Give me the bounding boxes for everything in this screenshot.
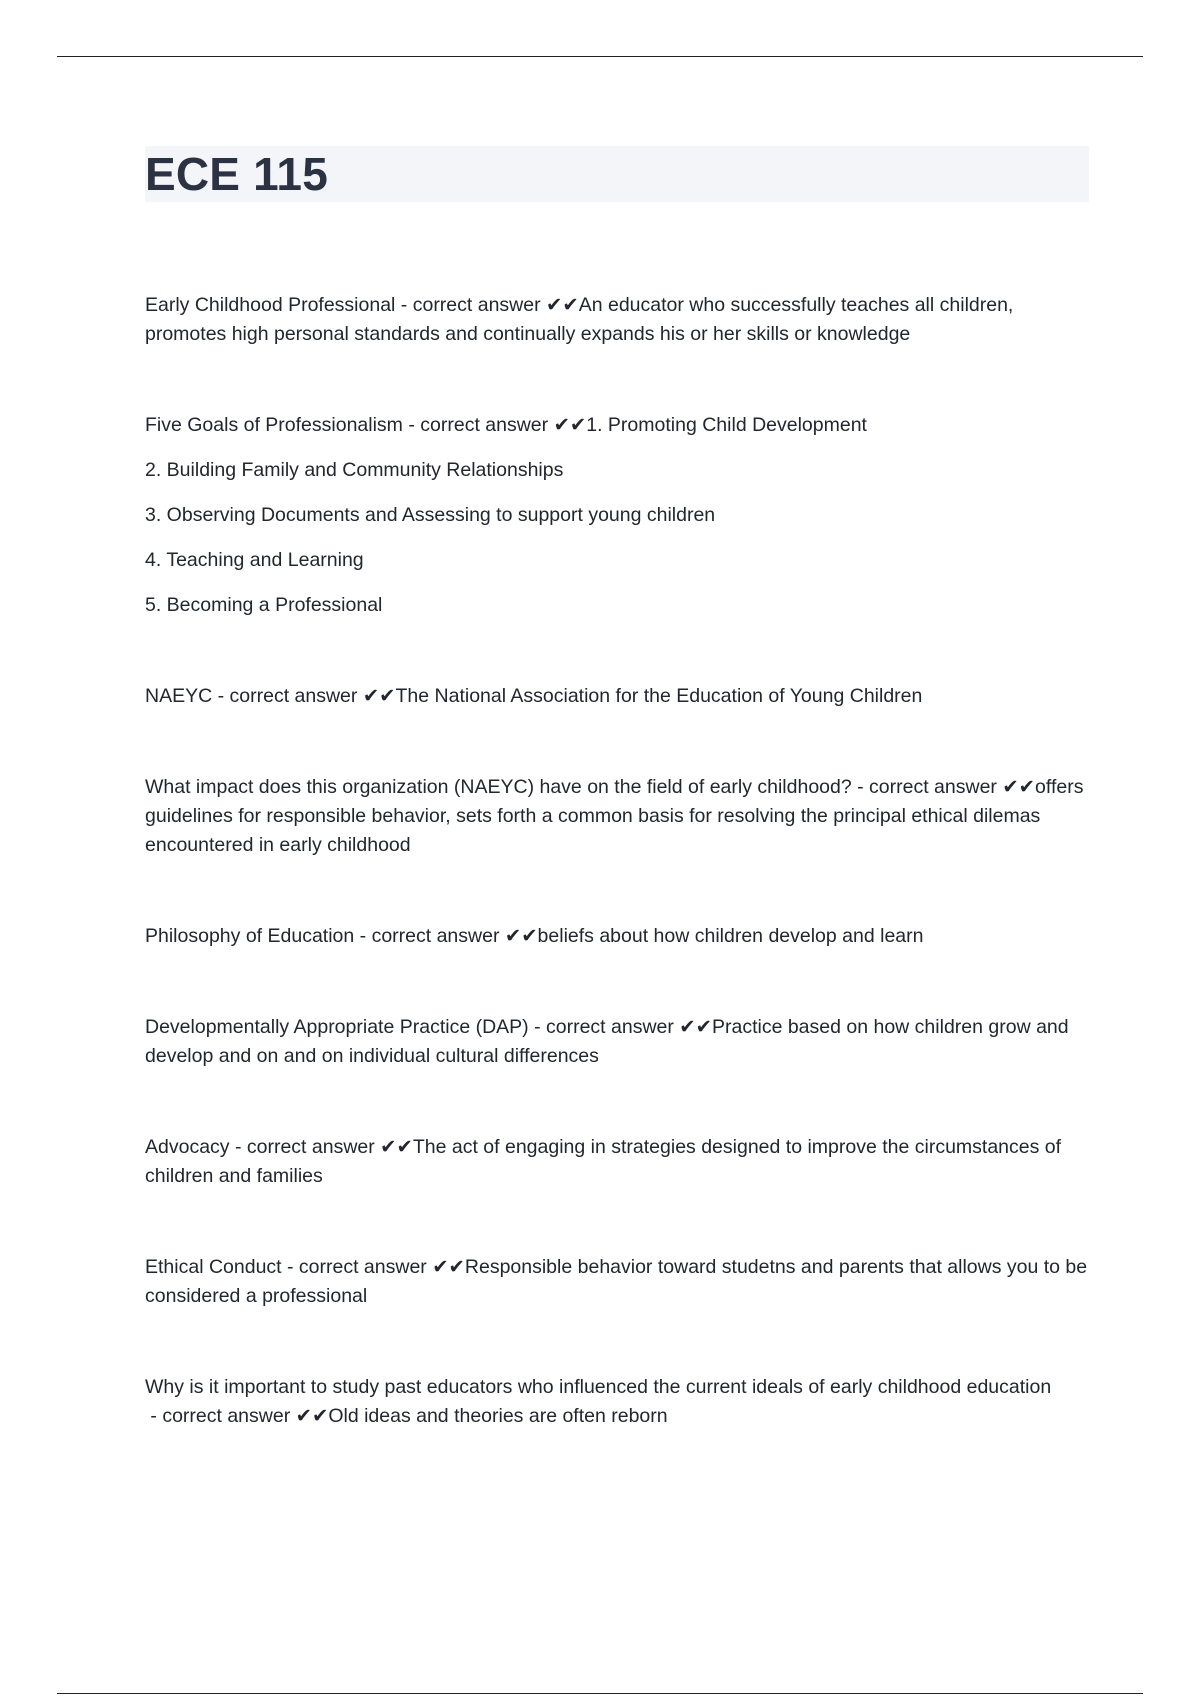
flashcard-text xyxy=(145,1013,1089,1071)
check-icon: ✔✔ xyxy=(380,1136,413,1158)
answer: beliefs about how children develop and learn xyxy=(537,925,924,947)
answer-line: 2. Building Family and Community Relationships xyxy=(145,459,564,481)
separator: - correct answer xyxy=(229,1136,381,1158)
flashcard-text xyxy=(145,1253,1089,1311)
flashcard-text xyxy=(145,922,1089,951)
flashcard-9 xyxy=(145,1373,1089,1431)
answer: Practice based on how children grow and develop and on and on individual cultural differences xyxy=(145,1016,1069,1067)
flashcard-list xyxy=(145,291,1089,1431)
check-icon: ✔✔ xyxy=(432,1256,465,1278)
term: Why is it important to study past educators who influenced the current ideals of early childhood education xyxy=(145,1376,1052,1398)
flashcard-5 xyxy=(145,922,1089,951)
answer-line: 3. Observing Documents and Assessing to support young children xyxy=(145,504,716,526)
check-icon: ✔✔ xyxy=(504,925,538,947)
flashcard-3 xyxy=(145,682,1089,711)
answer-line: 4. Teaching and Learning xyxy=(145,549,364,571)
check-icon: ✔✔ xyxy=(295,1405,329,1427)
term: What impact does this organization (NAEYC) have on the field of early childhood? xyxy=(145,776,852,798)
answer: offers guidelines for responsible behavior, sets forth a common basis for resolving the principal ethical dilemas encountered in early childhood xyxy=(145,776,1084,856)
separator: - correct answer xyxy=(354,925,505,947)
flashcard-text xyxy=(145,682,1089,711)
answer: 1. Promoting Child Development xyxy=(586,414,867,436)
flashcard-text xyxy=(145,411,1089,440)
separator: - correct answer xyxy=(395,294,547,316)
check-icon: ✔✔ xyxy=(362,685,396,707)
separator: - correct answer xyxy=(281,1256,433,1278)
answer: Old ideas and theories are often reborn xyxy=(328,1405,668,1427)
check-icon: ✔✔ xyxy=(546,294,579,316)
check-icon: ✔✔ xyxy=(1002,776,1036,798)
bottom-rule xyxy=(57,1693,1143,1694)
term: Five Goals of Professionalism xyxy=(145,414,403,436)
flashcard-text xyxy=(145,291,1089,349)
term: Early Childhood Professional xyxy=(145,294,396,316)
term: Advocacy xyxy=(145,1136,230,1158)
flashcard-text xyxy=(145,1133,1089,1191)
check-icon: ✔✔ xyxy=(553,414,587,436)
answer-line: 5. Becoming a Professional xyxy=(145,594,383,616)
check-icon: ✔✔ xyxy=(679,1016,712,1038)
separator: - correct answer xyxy=(402,414,554,436)
top-rule xyxy=(57,56,1143,57)
flashcard-text xyxy=(145,773,1089,860)
flashcard-7 xyxy=(145,1133,1089,1191)
flashcard-8 xyxy=(145,1253,1089,1311)
term: NAEYC xyxy=(145,685,213,707)
flashcard-text xyxy=(145,1373,1089,1431)
answer: The act of engaging in strategies designed to improve the circumstances of children and families xyxy=(145,1136,1062,1187)
term: Philosophy of Education xyxy=(145,925,355,947)
flashcard-4 xyxy=(145,773,1089,860)
flashcard-1 xyxy=(145,291,1089,349)
term: Ethical Conduct xyxy=(145,1256,282,1278)
answer: The National Association for the Education of Young Children xyxy=(395,685,923,707)
separator: - correct answer xyxy=(851,776,1003,798)
separator: - correct answer xyxy=(212,685,363,707)
separator: - correct answer xyxy=(145,1405,296,1427)
term: Developmentally Appropriate Practice (DAP) xyxy=(145,1016,529,1038)
answer: Responsible behavior toward studetns and parents that allows you to be considered a professional xyxy=(145,1256,1088,1307)
flashcard-6 xyxy=(145,1013,1089,1071)
flashcard-2 xyxy=(145,411,1089,620)
answer: An educator who successfully teaches all children, promotes high personal standards and continually expands his or her skills or knowledge xyxy=(145,294,1014,345)
separator: - correct answer xyxy=(528,1016,680,1038)
document-title: ECE 115 xyxy=(145,148,328,200)
